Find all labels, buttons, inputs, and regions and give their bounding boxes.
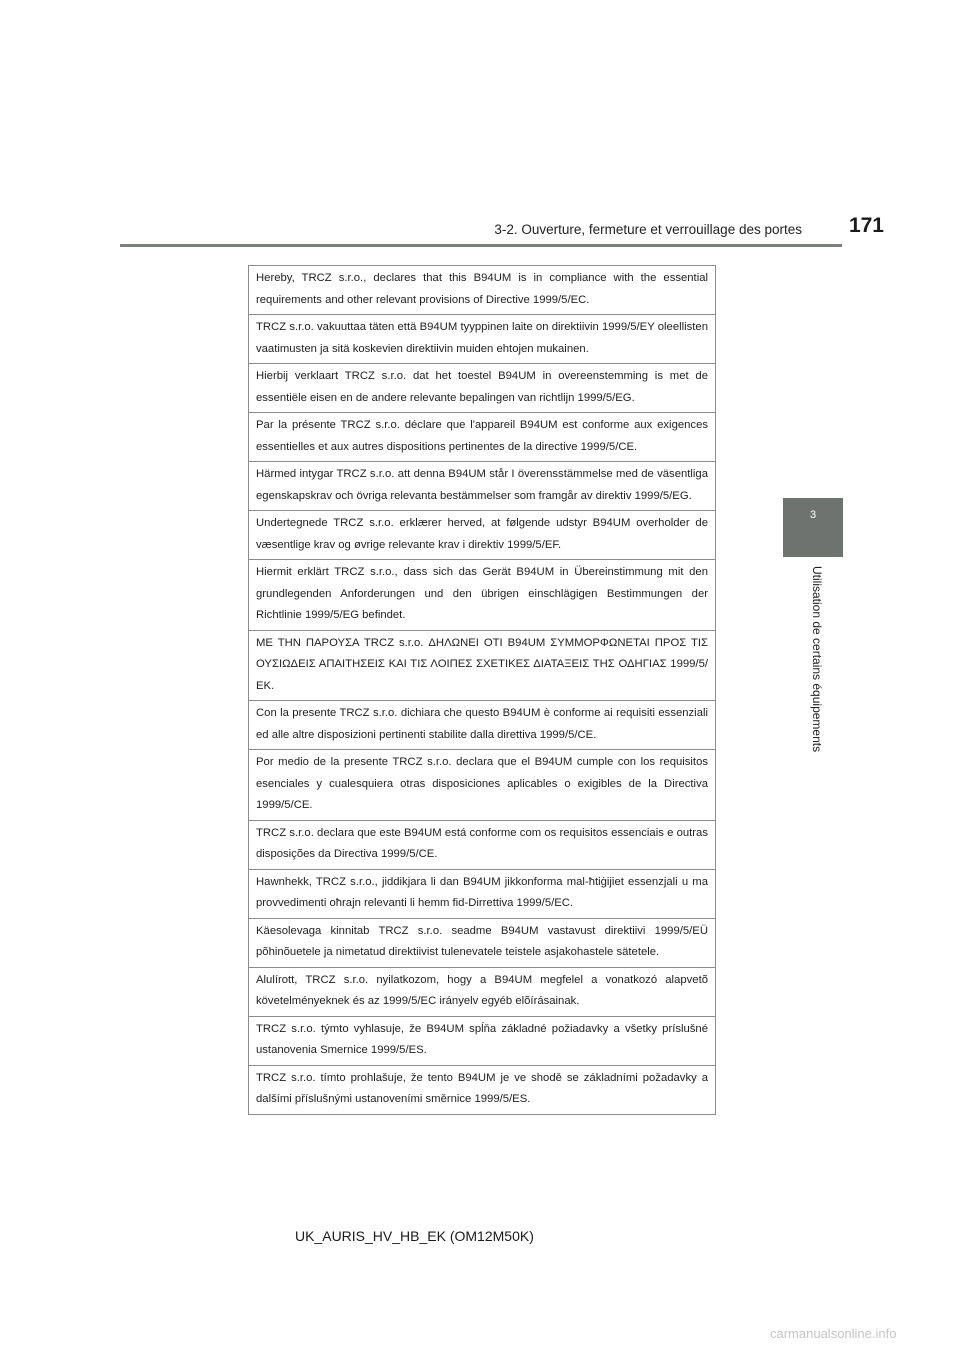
declaration-cell: Par la présente TRCZ s.r.o. déclare que l'appareil B94UM est conforme aux exigences essentielles et aux autres dispositions pertinentes de la directive 1999/5/CE.	[249, 413, 715, 462]
declaration-cell: TRCZ s.r.o. týmto vyhlasuje, že B94UM spĺňa základné požiadavky a všetky príslušné ustanovenia Smernice 1999/5/ES.	[249, 1017, 715, 1066]
declaration-cell: Käesolevaga kinnitab TRCZ s.r.o. seadme B94UM vastavust direktiivi 1999/5/EÜ põhinõuetele ja nimetatud direktiivist tulenevatele teistele asjakohastele sätetele.	[249, 919, 715, 968]
chapter-tab	[783, 498, 843, 557]
declaration-cell: Hierbij verklaart TRCZ s.r.o. dat het toestel B94UM in overeenstemming is met de essentiële eisen en de andere relevante bepalingen van richtlijn 1999/5/EG.	[249, 364, 715, 413]
declaration-cell: TRCZ s.r.o. vakuuttaa täten että B94UM tyyppinen laite on direktiivin 1999/5/EY oleellisten vaatimusten ja sitä koskevien direktiivin muiden ehtojen mukainen.	[249, 315, 715, 364]
watermark: carmanualsonline.info	[770, 1326, 897, 1341]
header-divider	[120, 244, 842, 247]
declaration-cell: Undertegnede TRCZ s.r.o. erklærer herved, at følgende udstyr B94UM overholder de væsentlige krav og øvrige relevante krav i direktiv 1999/5/EF.	[249, 511, 715, 560]
chapter-label: Utilisation de certains équipements	[810, 566, 824, 753]
section-title: 3-2. Ouverture, fermeture et verrouillage des portes	[494, 222, 802, 237]
declarations-table	[248, 265, 716, 1115]
page-number: 171	[848, 214, 884, 237]
document-code: UK_AURIS_HV_HB_EK (OM12M50K)	[295, 1228, 534, 1244]
declaration-cell: Alulírott, TRCZ s.r.o. nyilatkozom, hogy a B94UM megfelel a vonatkozó alapvetõ követelményeknek és az 1999/5/EC irányelv egyéb elõírásainak.	[249, 968, 715, 1017]
declaration-cell: Hereby, TRCZ s.r.o., declares that this B94UM is in compliance with the essential requirements and other relevant provisions of Directive 1999/5/EC.	[249, 266, 715, 315]
declaration-cell: Hiermit erklärt TRCZ s.r.o., dass sich das Gerät B94UM in Übereinstimmung mit den grundlegenden Anforderungen und den übrigen einschlägigen Bestimmungen der Richtlinie 1999/5/EG befindet.	[249, 560, 715, 631]
page-header	[120, 214, 884, 242]
declaration-cell: Por medio de la presente TRCZ s.r.o. declara que el B94UM cumple con los requisitos esenciales y cualesquiera otras disposiciones aplicables o exigibles de la Directiva 1999/5/CE.	[249, 750, 715, 821]
declaration-cell: ΜΕ ΤΗΝ ΠΑΡΟΥΣΑ TRCZ s.r.o. ΔΗΛΩΝΕΙ ΟΤΙ B94UM ΣΥΜΜΟΡΦΩΝΕΤΑΙ ΠΡΟΣ ΤΙΣ ΟΥΣΙΩΔΕΙΣ ΑΠΑΙΤΗΣΕΙΣ ΚΑΙ ΤΙΣ ΛΟΙΠΕΣ ΣΧΕΤΙΚΕΣ ΔΙΑΤΑΞΕΙΣ ΤΗΣ ΟΔΗΓΙΑΣ 1999/5/ΕΚ.	[249, 631, 715, 702]
declaration-cell: Hawnhekk, TRCZ s.r.o., jiddikjara li dan B94UM jikkonforma mal-ħtiġijiet essenzjali u ma provvedimenti oħrajn relevanti li hemm fid-Dirrettiva 1999/5/EC.	[249, 870, 715, 919]
declaration-cell: Con la presente TRCZ s.r.o. dichiara che questo B94UM è conforme ai requisiti essenziali ed alle altre disposizioni pertinenti stabilite dalla direttiva 1999/5/CE.	[249, 701, 715, 750]
declaration-cell: Härmed intygar TRCZ s.r.o. att denna B94UM står I överensstämmelse med de väsentliga egenskapskrav och övriga relevanta bestämmelser som framgår av direktiv 1999/5/EG.	[249, 462, 715, 511]
declaration-cell: TRCZ s.r.o. declara que este B94UM está conforme com os requisitos essenciais e outras disposições da Directiva 1999/5/CE.	[249, 821, 715, 870]
declaration-cell: TRCZ s.r.o. tímto prohlašuje, že tento B94UM je ve shodě se základními požadavky a dalšími příslušnými ustanoveními směrnice 1999/5/ES.	[249, 1066, 715, 1115]
chapter-number: 3	[809, 509, 817, 521]
